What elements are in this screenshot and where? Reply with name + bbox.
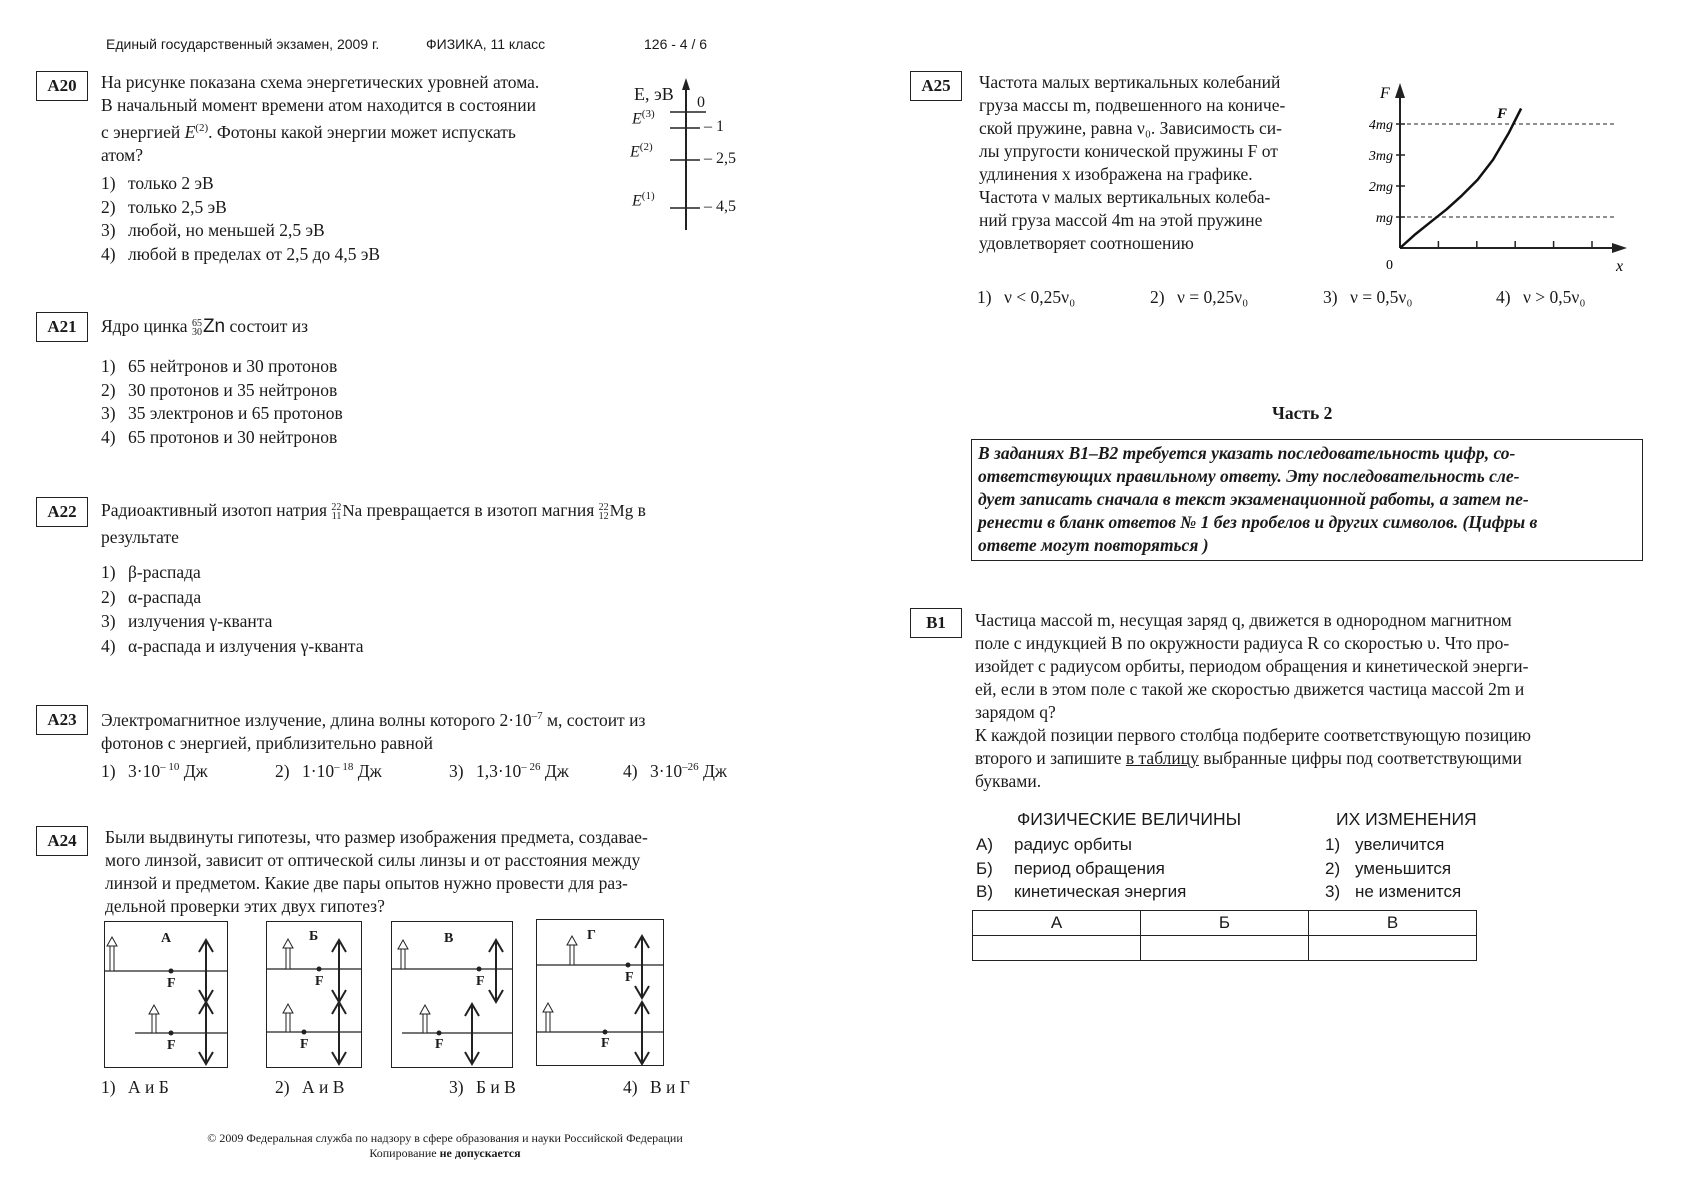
header-subject: ФИЗИКА, 11 класс bbox=[426, 36, 546, 52]
y-tick-label: 4mg bbox=[1368, 118, 1393, 133]
frame-label: Г bbox=[587, 928, 596, 943]
a24-option-3: 3) Б и В bbox=[449, 1077, 516, 1097]
option: 1) только 2 эВ bbox=[101, 173, 214, 193]
b1-col1-list bbox=[976, 833, 1186, 904]
list-item: В) кинетическая энергия bbox=[976, 882, 1187, 901]
option: 2) α-распада bbox=[101, 586, 202, 607]
a25-option-3: 3) ν = 0,5ν₀ bbox=[1323, 287, 1413, 307]
b1-col1-title: ФИЗИЧЕСКИЕ ВЕЛИЧИНЫ bbox=[1017, 809, 1242, 829]
b1-col2-list bbox=[1325, 833, 1461, 904]
focus-label: F bbox=[167, 976, 176, 991]
option: 3) излучения γ-кванта bbox=[101, 611, 273, 631]
option: 2) только 2,5 эВ bbox=[101, 196, 227, 217]
question-label-a23: A23 bbox=[36, 705, 88, 735]
a24-option-1: 1) А и Б bbox=[101, 1077, 169, 1097]
focus-label: F bbox=[435, 1037, 444, 1052]
level-e1-value: – 4,5 bbox=[704, 198, 736, 215]
b1-col2-title: ИХ ИЗМЕНЕНИЯ bbox=[1336, 809, 1477, 829]
list-item: Б) период обращения bbox=[976, 858, 1165, 878]
option: 1) β-распада bbox=[101, 562, 201, 582]
answer-cell[interactable] bbox=[1309, 936, 1477, 961]
answer-cell[interactable] bbox=[1141, 936, 1309, 961]
energy-zero: 0 bbox=[697, 94, 705, 111]
a24-text: Были выдвинуты гипотезы, что размер изображения предмета, создавае- мого линзой, зависит от оптической силы линзы и от расстояния между линзой и предметом. Какие две пары опытов нужно провести для раз- дельной проверки этих двух гипотез? bbox=[105, 827, 648, 916]
energy-axis-label: E, эВ bbox=[634, 84, 674, 104]
frame-label: В bbox=[444, 931, 454, 946]
a22-options bbox=[101, 560, 364, 658]
option: 4) 65 протонов и 30 нейтронов bbox=[101, 426, 338, 447]
zinc-nuclide: 65 30Zn bbox=[191, 316, 226, 339]
a25-text: Частота малых вертикальных колебаний груза массы m, подвешенного на кониче- ской пружине, равна ν₀. Зависимость си- лы упругости конической пружины F от удлинения x изображена на графике. Частота ν малых вертикальных колеба- ний груза массой 4m на этой пружине удовлетворяет соотношению bbox=[979, 72, 1286, 253]
a20-text: На рисунке показана схема энергетических уровней атома. В начальный момент времени атом находится в состоянии с энергией $E^{(2)}$. Фотоны какой энергии может испускать атом? bbox=[101, 72, 540, 165]
frame-label: Б bbox=[309, 929, 319, 944]
lens-frame-g bbox=[536, 919, 664, 1066]
lens-setup-graphic bbox=[537, 920, 663, 1065]
x-axis-arrow bbox=[1612, 243, 1627, 253]
magnesium-nuclide: 22 12Mg bbox=[598, 501, 634, 523]
part2-title: Часть 2 bbox=[1272, 403, 1333, 423]
focus-label: F bbox=[167, 1038, 176, 1053]
question-label-a22: A22 bbox=[36, 497, 88, 527]
a24-option-2: 2) А и В bbox=[275, 1077, 345, 1097]
option: 3) 35 электронов и 65 протонов bbox=[101, 403, 343, 423]
chart-xlabel: x bbox=[1616, 258, 1624, 275]
force-curve bbox=[1400, 109, 1521, 249]
sodium-nuclide: 22 11Na bbox=[331, 501, 363, 523]
lens-frame-b bbox=[266, 921, 362, 1068]
y-tick-label: 2mg bbox=[1368, 180, 1393, 195]
header-exam: Единый государственный экзамен, 2009 г. bbox=[106, 36, 380, 52]
a20-options bbox=[101, 172, 380, 266]
level-e1-name: $E^{(1)}$ bbox=[632, 190, 655, 210]
a24-option-4: 4) В и Г bbox=[623, 1077, 690, 1097]
a23-option-2: 2) $1\cdot 10^{- 18}$ Дж bbox=[275, 760, 382, 781]
list-item: 1) увеличится bbox=[1325, 835, 1445, 854]
list-item: 3) не изменится bbox=[1325, 882, 1462, 901]
option: 4) α-распада и излучения γ-кванта bbox=[101, 635, 364, 656]
header-page: 126 - 4 / 6 bbox=[644, 36, 708, 52]
frame-label: А bbox=[161, 931, 172, 946]
y-axis-arrow bbox=[1395, 83, 1405, 98]
focus-label: F bbox=[300, 1037, 309, 1052]
option: 3) любой, но меньшей 2,5 эВ bbox=[101, 220, 325, 240]
table-header: Б bbox=[1141, 911, 1309, 936]
question-label-a20: A20 bbox=[36, 71, 88, 101]
option: 4) любой в пределах от 2,5 до 4,5 эВ bbox=[101, 243, 381, 264]
lens-frame-v bbox=[391, 921, 513, 1068]
a23-option-1: 1) $3\cdot 10^{- 10}$ Дж bbox=[101, 760, 208, 781]
a25-option-4: 4) ν > 0,5ν₀ bbox=[1496, 287, 1586, 307]
chart-ylabel: F bbox=[1380, 85, 1390, 102]
y-tick-label: 3mg bbox=[1368, 149, 1393, 164]
a25-option-1: 1) ν < 0,25ν₀ bbox=[977, 287, 1076, 307]
force-extension-chart bbox=[1350, 78, 1630, 278]
level-e2-value: – 2,5 bbox=[704, 150, 736, 167]
energy-level-diagram bbox=[630, 78, 750, 238]
part2-instructions-box: В заданиях В1–В2 требуется указать последовательность цифр, со- ответствующих правильному ответу. Эту последовательность сле- дует записать сначала в текст экзаменационной работы, а затем пе- ренести в бланк ответов № 1 без пробелов и других символов. (Цифры в ответе могут повторяться ) bbox=[971, 439, 1643, 561]
b1-answer-table bbox=[972, 910, 1477, 961]
focus-label: F bbox=[476, 974, 485, 989]
level-e2-name: $E^{(2)}$ bbox=[630, 141, 653, 161]
a23-option-3: 3) $1,3\cdot 10^{- 26}$ Дж bbox=[449, 760, 569, 781]
question-label-b1: B1 bbox=[910, 608, 962, 638]
focus-label: F bbox=[625, 970, 634, 985]
a25-option-2: 2) ν = 0,25ν₀ bbox=[1150, 287, 1249, 307]
chart-origin: 0 bbox=[1386, 258, 1393, 273]
option: 1) 65 нейтронов и 30 протонов bbox=[101, 356, 338, 376]
level-e3-value: – 1 bbox=[704, 118, 724, 135]
footer: © 2009 Федеральная служба по надзору в сфере образования и науки Российской Федерации Копирование не допускается bbox=[207, 1131, 683, 1160]
focus-label: F bbox=[601, 1036, 610, 1051]
a23-option-4: 4) $3\cdot 10^{-26}$ Дж bbox=[623, 760, 727, 781]
list-item: 2) уменьшится bbox=[1325, 858, 1452, 878]
a21-text: Ядро цинка 65 30Zn состоит из bbox=[101, 316, 309, 339]
question-label-a21: A21 bbox=[36, 312, 88, 342]
b1-text: Частица массой m, несущая заряд q, движется в однородном магнитном поле с индукцией B по окружности радиуса R со скоростью υ. Что про- изойдет с радиусом орбиты, периодом обращения и кинетической энерги- ей, если в этом поле с такой же скоростью движется частица массой 2m и зарядом q? К каждой позиции первого столбца подберите соответствующую позицию второго и запишите в таблицу выбранные цифры под соответствующими буквами. bbox=[975, 610, 1532, 791]
table-header: А bbox=[973, 911, 1141, 936]
question-label-a24: A24 bbox=[36, 826, 88, 856]
option: 2) 30 протонов и 35 нейтронов bbox=[101, 379, 338, 400]
focus-label: F bbox=[315, 974, 324, 989]
lens-frame-a bbox=[104, 921, 228, 1068]
a21-options bbox=[101, 355, 343, 449]
a23-text: Электромагнитное излучение, длина волны которого $2\cdot 10^{-7}$ м, состоит из фотонов с энергией, приблизительно равной bbox=[101, 709, 646, 753]
answer-cell[interactable] bbox=[973, 936, 1141, 961]
a22-text: Радиоактивный изотоп натрия 22 11Na превращается в изотоп магния 22 12Mg в результате bbox=[101, 500, 646, 547]
chart-curve-label: F bbox=[1497, 106, 1508, 122]
question-label-a25: A25 bbox=[910, 71, 962, 101]
list-item: А) радиус орбиты bbox=[976, 835, 1133, 854]
level-e3-name: $E^{(3)}$ bbox=[632, 108, 655, 128]
table-header: В bbox=[1309, 911, 1477, 936]
y-tick-label: mg bbox=[1375, 211, 1393, 226]
